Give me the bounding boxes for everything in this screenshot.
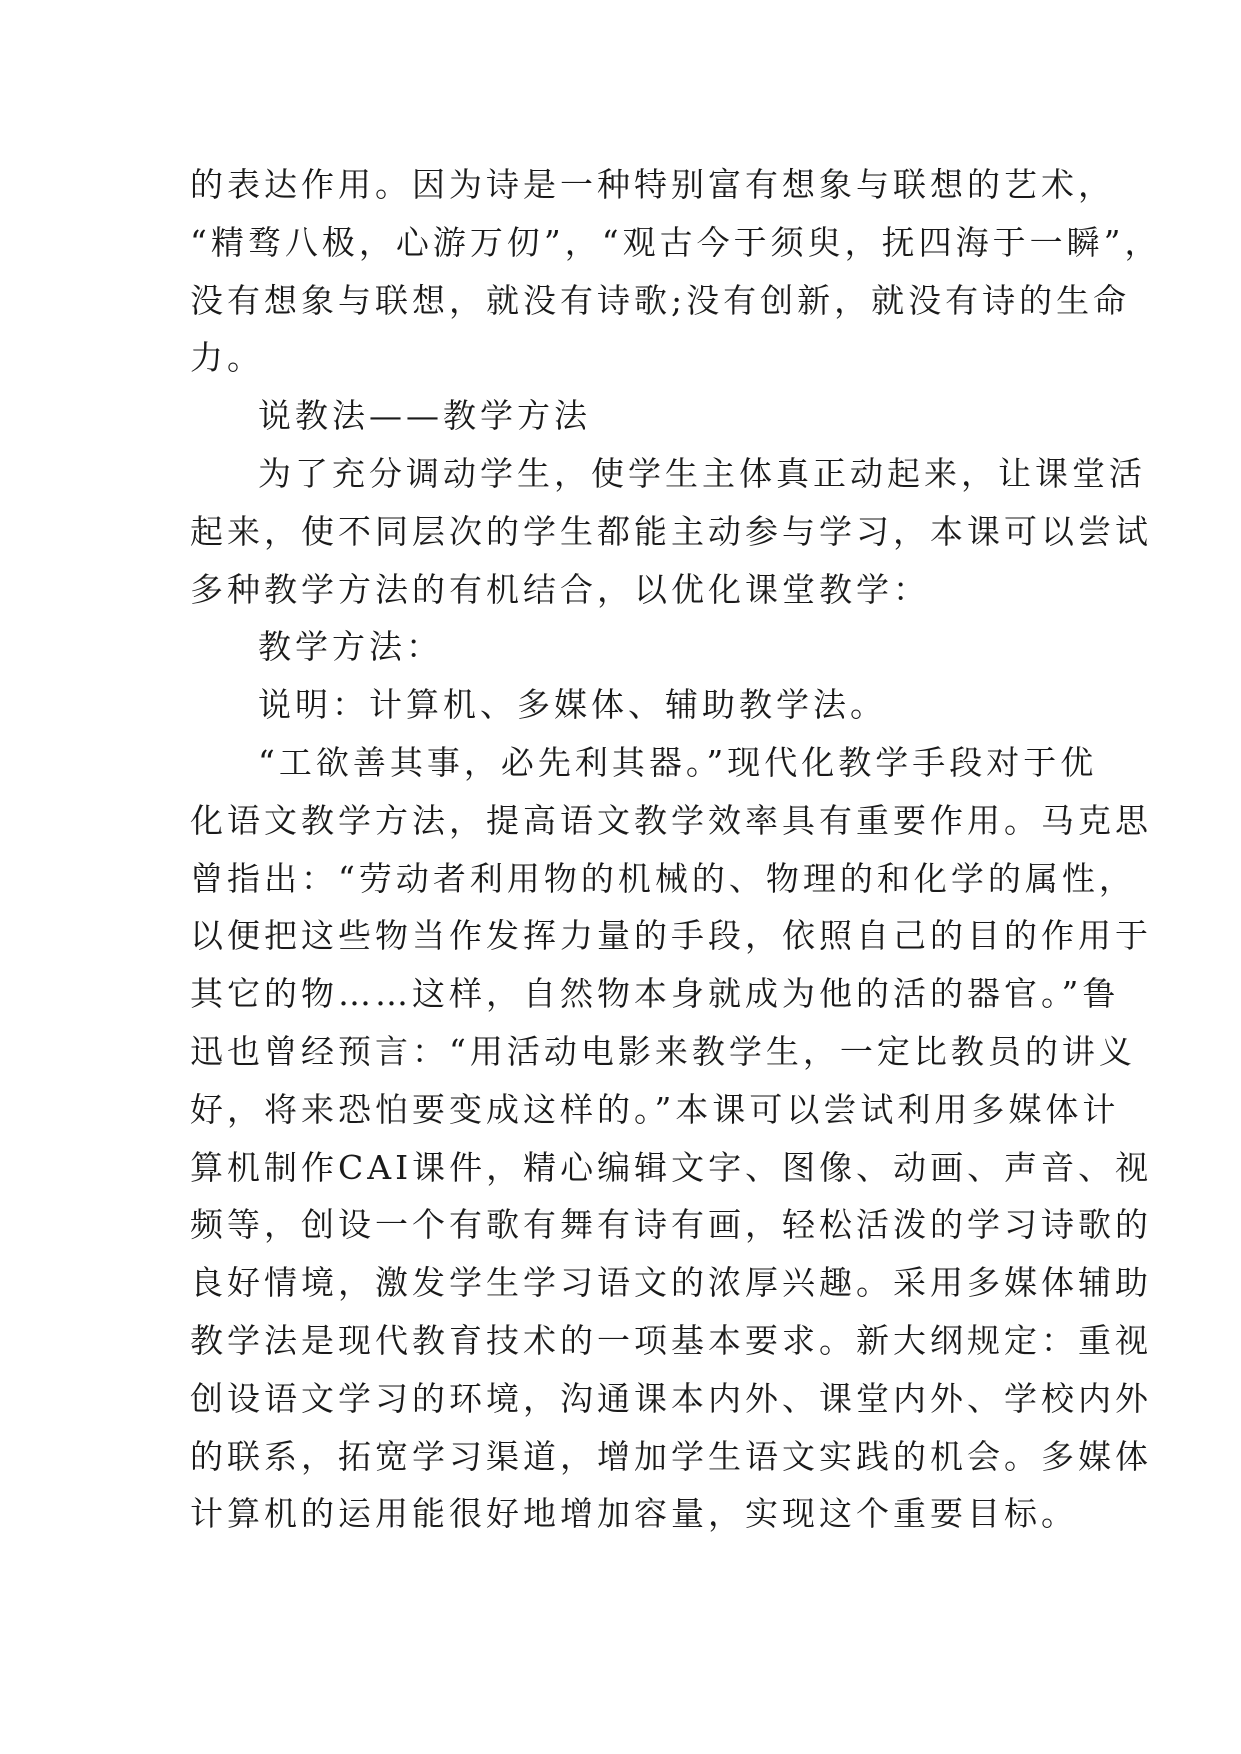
body-text: [190, 156, 1162, 1543]
text-line: 没有想象与联想，就没有诗歌;没有创新，就没有诗的生命: [190, 280, 1131, 320]
text-line: 力。: [190, 338, 264, 378]
text-line: 化语文教学方法，提高语文教学效率具有重要作用。马克思: [190, 800, 1152, 840]
text-line: 起来，使不同层次的学生都能主动参与学习，本课可以尝试: [190, 511, 1152, 551]
text-line: 迅也曾经预言：“用活动电影来教学生，一定比教员的讲义: [190, 1031, 1136, 1071]
text-line: 教学法是现代教育技术的一项基本要求。新大纲规定：重视: [190, 1320, 1152, 1360]
text-line: 曾指出：“劳动者利用物的机械的、物理的和化学的属性，: [190, 858, 1136, 898]
text-line: 的表达作用。因为诗是一种特别富有想象与联想的艺术，: [190, 165, 1115, 204]
text-line: 算机制作CAI课件，精心编辑文字、图像、动画、声音、视: [190, 1147, 1153, 1187]
text-line: “工欲善其事，必先利其器。”现代化教学手段对于优: [258, 742, 1098, 782]
section-heading: 说教法——教学方法: [258, 396, 591, 436]
text-line: 创设语文学习的环境，沟通课本内外、课堂内外、学校内外: [190, 1378, 1152, 1418]
text-line: 频等，创设一个有歌有舞有诗有画，轻松活泼的学习诗歌的: [190, 1205, 1152, 1245]
text-line: 的联系，拓宽学习渠道，增加学生语文实践的机会。多媒体: [190, 1436, 1152, 1476]
text-line: 教学方法：: [258, 627, 443, 667]
text-line: 良好情境，激发学生学习语文的浓厚兴趣。采用多媒体辅助: [190, 1263, 1152, 1303]
text-line: 好，将来恐怕要变成这样的。”本课可以尝试利用多媒体计: [190, 1089, 1120, 1129]
text-line: 说明：计算机、多媒体、辅助教学法。: [258, 685, 887, 725]
text-line: 以便把这些物当作发挥力量的手段，依照自己的目的作用于: [190, 916, 1152, 956]
text-line: 其它的物……这样，自然物本身就成为他的活的器官。”鲁: [190, 974, 1120, 1014]
text-line: 计算机的运用能很好地增加容量，实现这个重要目标。: [190, 1494, 1078, 1534]
text-line: “精骛八极，心游万仞”，“观古今于须臾，抚四海于一瞬”，: [190, 222, 1162, 262]
text-line: 多种教学方法的有机结合，以优化课堂教学：: [190, 569, 930, 609]
text-line: 为了充分调动学生，使学生主体真正动起来，让课堂活: [258, 453, 1146, 493]
